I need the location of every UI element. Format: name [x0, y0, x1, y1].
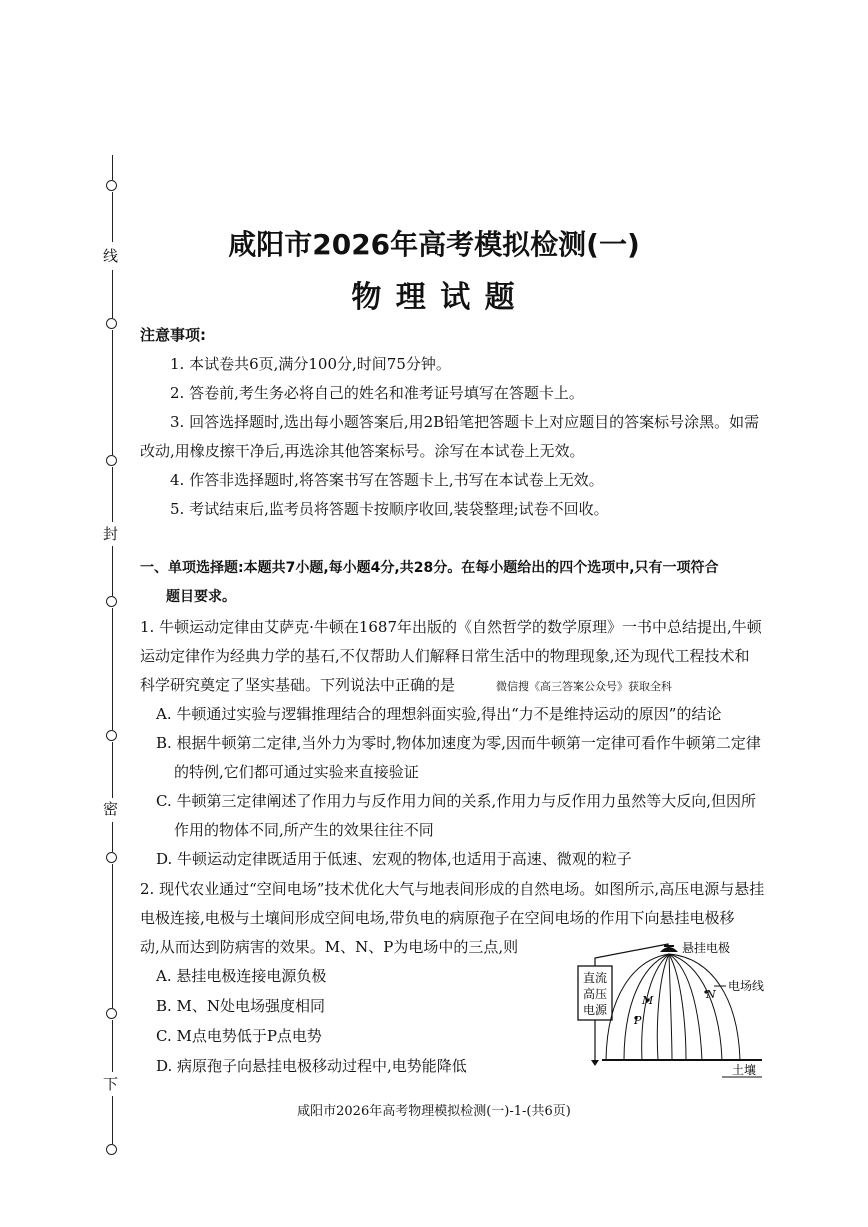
section-heading-cont: 题目要求。	[166, 589, 236, 605]
q2-stem: 动,从而达到防病害的效果。M、N、P为电场中的三点,则	[140, 938, 519, 956]
soil-label: 土壤	[732, 1063, 757, 1077]
notice-item: 5. 考试结束后,监考员将答题卡按顺序收回,装袋整理;试卷不回收。	[170, 500, 609, 518]
field-line-label: 电场线	[728, 979, 765, 993]
margin-line	[112, 822, 113, 852]
margin-circle	[106, 1144, 117, 1155]
subject-title: 物 理 试 题	[351, 280, 517, 315]
q2-option-d: D. 病原孢子向悬挂电极移动过程中,电势能降低	[156, 1057, 467, 1075]
notice-item: 改动,用橡皮擦干净后,再选涂其他答案标号。涂写在本试卷上无效。	[140, 442, 585, 460]
margin-line	[112, 742, 113, 798]
q1-stem: 科学研究奠定了坚实基础。下列说法中正确的是	[140, 676, 456, 694]
margin-line	[112, 467, 113, 522]
margin-line	[112, 330, 113, 455]
electric-field-figure	[572, 938, 772, 1078]
margin-line	[112, 864, 113, 1008]
ground-arrow	[591, 1060, 599, 1066]
notice-item: 4. 作答非选择题时,将答案书写在答题卡上,书写在本试卷上无效。	[170, 471, 604, 489]
q2-option-c: C. M点电势低于P点电势	[156, 1027, 322, 1045]
margin-line	[112, 546, 113, 596]
q1-stem: 1. 牛顿运动定律由艾萨克·牛顿在1687年出版的《自然哲学的数学原理》一书中总结提出,牛顿	[140, 618, 762, 636]
power-label-2: 高压	[582, 987, 608, 1001]
margin-circle	[106, 180, 117, 191]
margin-char-xian: 线	[103, 247, 119, 265]
margin-circle	[106, 852, 117, 863]
section-heading: 一、单项选择题:本题共7小题,每小题4分,共28分。在每小题给出的四个选项中,只有一项符合	[140, 560, 719, 576]
notice-item: 1. 本试卷共6页,满分100分,时间75分钟。	[170, 355, 451, 373]
margin-circle	[106, 596, 117, 607]
q1-option-b: B. 根据牛顿第二定律,当外力为零时,物体加速度为零,因而牛顿第一定律可看作牛顿第二定律	[156, 734, 761, 752]
q2-stem: 电极连接,电极与土壤间形成空间电场,带负电的病原孢子在空间电场的作用下向悬挂电极移	[140, 909, 735, 927]
watermark-note: 微信搜《高三答案公众号》获取全科	[496, 680, 672, 693]
margin-circle	[106, 1008, 117, 1019]
notice-item: 3. 回答选择题时,选出每小题答案后,用2B铅笔把答题卡上对应题目的答案标号涂黑。如需	[170, 413, 760, 431]
field-lines	[606, 954, 740, 1060]
exam-title: 咸阳市2026年高考模拟检测(一)	[228, 228, 640, 261]
q1-option-b-cont: 的特例,它们都可通过实验来直接验证	[174, 763, 419, 781]
q1-stem: 运动定律作为经典力学的基石,不仅帮助人们解释日常生活中的物理现象,还为现代工程技术和	[140, 647, 750, 665]
q1-option-a: A. 牛顿通过实验与逻辑推理结合的理想斜面实验,得出“力不是维持运动的原因”的结论	[156, 705, 722, 723]
q2-stem: 2. 现代农业通过“空间电场”技术优化大气与地表间形成的自然电场。如图所示,高压电源与悬挂	[140, 880, 765, 898]
power-label-1: 直流	[582, 971, 608, 985]
margin-line	[112, 1020, 113, 1072]
point-n-label: N	[706, 988, 716, 1001]
q1-option-c-cont: 作用的物体不同,所产生的效果往往不同	[174, 821, 434, 839]
q2-option-b: B. M、N处电场强度相同	[156, 997, 326, 1015]
margin-circle	[106, 730, 117, 741]
margin-circle	[106, 455, 117, 466]
margin-char-feng: 封	[103, 525, 119, 543]
margin-char-xia: 下	[103, 1075, 119, 1093]
margin-line	[112, 155, 113, 180]
page-footer: 咸阳市2026年高考物理模拟检测(一)-1-(共6页)	[297, 1104, 571, 1119]
electrode-label: 悬挂电极	[682, 941, 731, 955]
power-label-3: 电源	[582, 1003, 608, 1017]
electrode-head	[660, 947, 678, 952]
margin-line	[112, 608, 113, 730]
q2-option-a: A. 悬挂电极连接电源负极	[156, 967, 327, 985]
notice-item: 2. 答卷前,考生务必将自己的姓名和准考证号填写在答题卡上。	[170, 384, 584, 402]
margin-circle	[106, 318, 117, 329]
point-p-label: P	[634, 1014, 642, 1027]
notice-heading: 注意事项:	[140, 326, 206, 344]
margin-char-mi: 密	[103, 800, 119, 818]
point-m-label: M	[642, 994, 654, 1007]
q1-option-c: C. 牛顿第三定律阐述了作用力与反作用力间的关系,作用力与反作用力虽然等大反向,但因所	[156, 792, 757, 810]
wire-top	[595, 944, 668, 966]
q1-option-d: D. 牛顿运动定律既适用于低速、宏观的物体,也适用于高速、微观的粒子	[156, 850, 632, 868]
